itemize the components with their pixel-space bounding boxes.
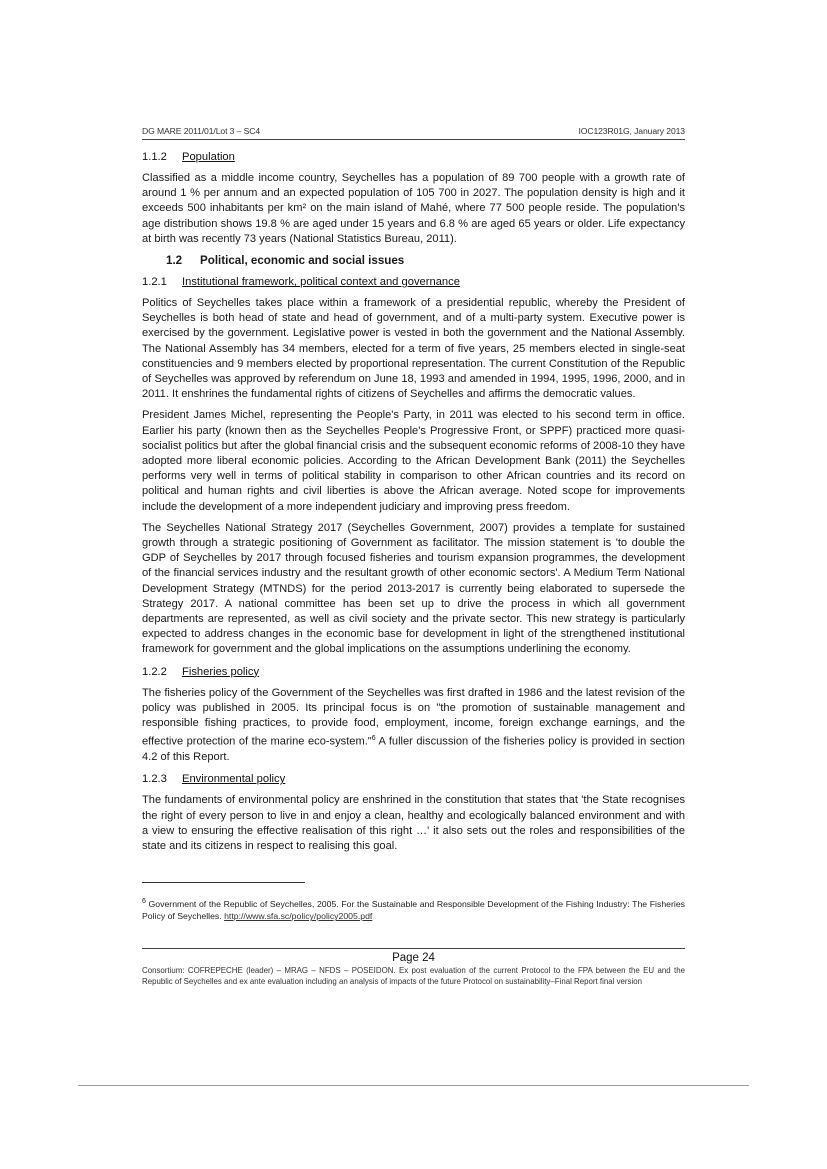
footnote-marker: 6 [142, 898, 146, 905]
heading-institutional-framework [142, 274, 685, 290]
heading-title: Political, economic and social issues [200, 254, 405, 268]
heading-population [142, 149, 685, 165]
page-bottom-divider [78, 1085, 749, 1086]
footnote-divider [142, 882, 305, 883]
footnote [142, 896, 685, 923]
heading-title: Population [182, 151, 235, 163]
heading-environmental-policy [142, 771, 685, 787]
heading-title: Fisheries policy [182, 665, 260, 678]
header-divider [142, 139, 685, 140]
page-body [142, 149, 685, 860]
fisheries-text-start: The fisheries policy of the Government of the Seychelles was first drafted in 1986 and the latest revision of the policy was published in 2005. Its principal focus is on "the promotion of sustainable management and responsible fishing practices, to provide food, employment, income, foreign exchange earnings, and the effective protection of the marine eco-system." [142, 686, 685, 748]
heading-fisheries-policy [142, 664, 685, 680]
paragraph-politics: Politics of Seychelles takes place within a framework of a presidential republic, whereby the President of Seychelles is both head of state and head of government, and of a multi-party system. Executive power is exercised by the government. Legislative power is vested in both the government and the National Assembly. The National Assembly has 34 members, elected for a term of five years, 25 members elected in single-seat constituencies and 9 members elected by proportional representation. The current Constitution of the Republic of Seychelles was approved by referendum on June 18, 1993 and amended in 1994, 1995, 1996, 2000, and in 2011. It enshrines the fundamental rights of citizens of Seychelles and affirms the democratic values. [142, 297, 685, 401]
heading-title: Environmental policy [182, 773, 286, 786]
heading-number: 1.2.3 [142, 773, 167, 786]
header-right: IOC123R01G, January 2013 [578, 126, 685, 136]
footnote-link[interactable]: http://www.sfa.sc/policy/policy2005.pdf [224, 911, 373, 922]
footer-consortium: Consortium: COFREPECHE (leader) – MRAG – NFDS – POSEIDON. Ex post evaluation of the current Protocol to the FPA between the EU and the Republic of Seychelles and ex ante evaluation including an analysis of impacts of the future Protocol on sustainability–Final Report final version [142, 966, 685, 986]
heading-number: 1.1.2 [142, 151, 167, 163]
paragraph-president: President James Michel, representing the People's Party, in 2011 was elected to his second term in office. Earlier his party (known then as the Seychelles People's Progressive Front, or SPPF) practiced more quasi-socialist politics but after the global financial crisis and the subsequent economic reforms of 2008-10 they have adopted more liberal economic policies. According to the African Development Bank (2011) the Seychelles performs very well in terms of political stability in comparison to other African countries and its record on political and human rights and civil liberties is above the African average. Noted scope for improvements include the development of a more independent judiciary and improving press freedom. [142, 409, 685, 513]
header-left: DG MARE 2011/01/Lot 3 – SC4 [142, 126, 260, 136]
footnote-reference[interactable]: 6 [371, 735, 376, 743]
paragraph-population: Classified as a middle income country, Seychelles has a population of 89 700 people with a growth rate of around 1 % per annum and an expected population of 105 700 in 2027. The population density is high and it exceeds 500 inhabitants per km² on the main island of Mahé, where 77 500 people reside. The population's age distribution shows 19.8 % are aged under 15 years and 6.8 % are aged 65 years or older. Life expectancy at birth was recently 73 years (National Statistics Bureau, 2011). [142, 172, 685, 245]
page-number: Page 24 [392, 952, 435, 964]
fisheries-text-end: A fuller discussion of the fisheries policy is provided in section 4.2 of this Report. [142, 735, 685, 764]
paragraph-environment: The fundaments of environmental policy are enshrined in the constitution that states that 'the State recognises the right of every person to live in and enjoy a clean, healthy and ecologically balanced environment and with a view to ensuring the effective realisation of this right …' it also sets out the roles and responsibilities of the state and its citizens in respect to realising this goal. [142, 794, 685, 852]
heading-number: 1.2 [166, 254, 183, 268]
heading-number: 1.2.1 [142, 276, 167, 289]
heading-number: 1.2.2 [142, 665, 167, 678]
paragraph-fisheries [142, 686, 685, 766]
footnote-text: Government of the Republic of Seychelles, 2005. For the Sustainable and Responsible Development of the Fishing Industry: The Fisheries Policy of Seychelles. [142, 898, 685, 922]
heading-title: Institutional framework, political context and governance [182, 276, 460, 289]
paragraph-national-strategy: The Seychelles National Strategy 2017 (Seychelles Government, 2007) provides a template for sustained growth through a strategic positioning of Government as facilitator. The mission statement is 'to double the GDP of Seychelles by 2017 through focused fisheries and tourism expansion programmes, the development of the financial services industry and the resultant growth of other economic sectors'. A Medium Term National Development Strategy (MTNDS) for the period 2013-2017 is currently being elaborated to supersede the Strategy 2017. A national committee has been set up to drive the process in which all government departments are represented, as well as civil society and the private sector. This new strategy is particularly expected to address changes in the economic base for development in light of the strengthened institutional framework for government and the global implications on the assumptions underlining the economy. [142, 521, 685, 656]
heading-political-economic-social [166, 253, 685, 269]
footer-divider [142, 948, 685, 949]
